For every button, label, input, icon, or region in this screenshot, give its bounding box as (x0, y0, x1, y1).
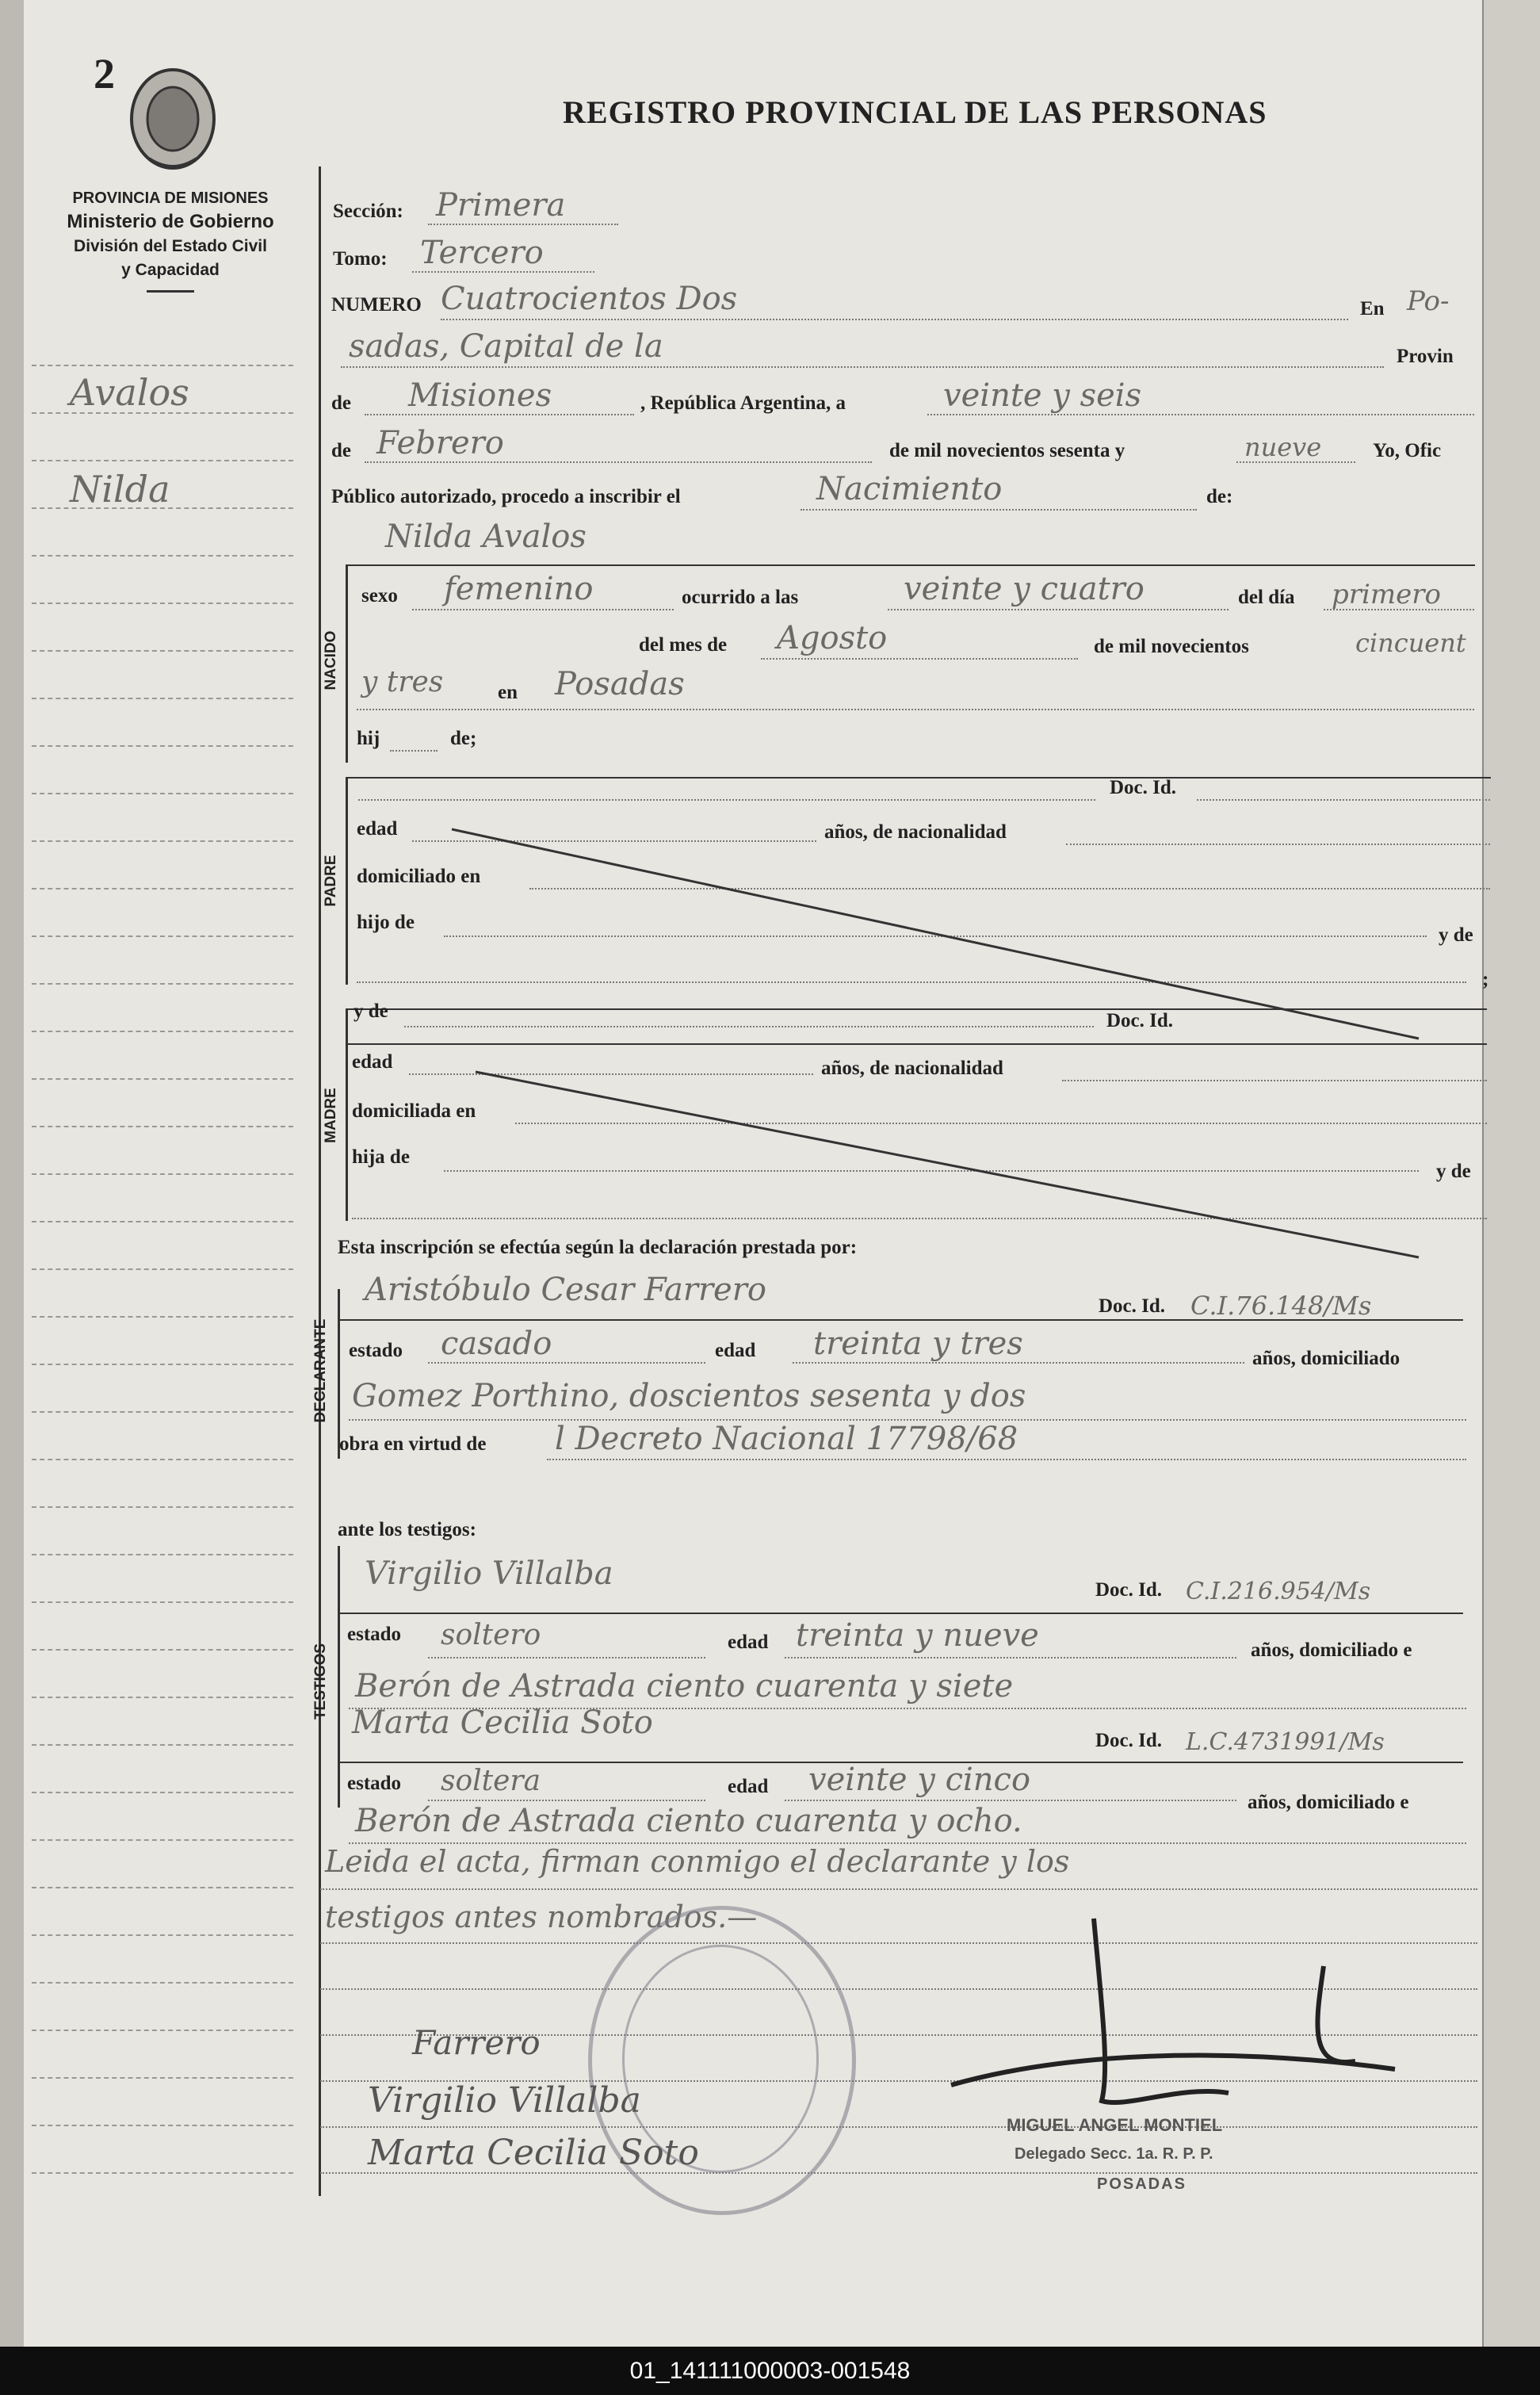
official-title: Delegado Secc. 1a. R. P. P. (1015, 2145, 1213, 2163)
dotted-line (428, 1800, 705, 1801)
padre-section-label: PADRE (323, 855, 339, 907)
declarante-estado: casado (441, 1326, 552, 1362)
de-label: de; (450, 728, 477, 749)
declarante-domicilio-label: años, domiciliado (1252, 1348, 1401, 1369)
declarante-obra-label: obra en virtud de (339, 1433, 487, 1455)
madre-nac-label: años, de nacionalidad (821, 1058, 1003, 1079)
tomo-value: Tercero (420, 235, 544, 271)
seccion-label: Sección: (333, 201, 403, 222)
madre-edad-label: edad (352, 1051, 393, 1073)
de-label: de (331, 440, 351, 461)
official-name: MIGUEL ANGEL MONTIEL (1007, 2115, 1223, 2135)
madre-doc-label: Doc. Id. (1106, 1010, 1174, 1031)
mes-value: Agosto (777, 620, 888, 656)
testigo2-edad: veinte y cinco (808, 1762, 1031, 1798)
testigo1-doc-label: Doc. Id. (1095, 1579, 1163, 1601)
testigo1-domicilio: Berón de Astrada ciento cuarenta y siete (355, 1668, 1014, 1704)
dotted-line (785, 1657, 1236, 1659)
margin-given-name: Nilda (70, 468, 170, 511)
province-value: Misiones (408, 377, 552, 414)
signature-testigo-1: Virgilio Villalba (368, 2080, 641, 2121)
declarante-doc-label: Doc. Id. (1099, 1295, 1166, 1317)
madre-yde-label: y de (353, 1000, 388, 1022)
seccion-value: Primera (436, 187, 566, 224)
republic-label: , República Argentina, a (640, 392, 846, 414)
authority-line: División del Estado Civil (74, 237, 267, 255)
en-value: Po- (1407, 285, 1450, 317)
lugar-value: Posadas (555, 666, 685, 702)
declarante-domicilio: Gomez Porthino, doscientos sesenta y dos (352, 1378, 1026, 1414)
hora-value: veinte y cuatro (904, 571, 1144, 607)
declarante-doc: C.I.76.148/Ms (1190, 1291, 1372, 1321)
dia-label: del día (1238, 587, 1295, 608)
padre-yde-label: y de (1439, 924, 1473, 946)
numero-value: Cuatrocientos Dos (441, 281, 738, 317)
madre-section-label: MADRE (323, 1088, 339, 1143)
en-label: en (498, 682, 518, 703)
numero-label: NUMERO (331, 294, 422, 316)
declarante-edad-label: edad (715, 1340, 756, 1361)
padre-hijo-label: hijo de (357, 912, 415, 933)
declarante-estado-label: estado (349, 1340, 403, 1361)
yo-label: Yo, Ofic (1373, 440, 1442, 461)
year-label: de mil novecientos sesenta y (889, 440, 1125, 461)
declarante-name: Aristóbulo Cesar Farrero (365, 1272, 766, 1308)
declarante-intro: Esta inscripción se efectúa según la declaración prestada por: (338, 1237, 858, 1258)
year-value: nueve (1244, 432, 1322, 462)
padre-semicolon: ; (1482, 969, 1489, 990)
dotted-line (428, 1657, 705, 1659)
authority-line: y Capacidad (121, 261, 220, 279)
testigo2-doc-label: Doc. Id. (1095, 1730, 1163, 1751)
testigo2-domicilio-label: años, domiciliado e (1248, 1792, 1409, 1813)
dotted-line (547, 1459, 1466, 1460)
document-title: REGISTRO PROVINCIAL DE LAS PERSONAS (563, 94, 1267, 130)
padre-domicilio-label: domiciliado en (357, 866, 481, 887)
testigo1-estado: soltero (441, 1619, 541, 1651)
de-label: de (331, 392, 351, 414)
margin-surname: Avalos (70, 371, 189, 414)
declarante-section-label: DECLARANTE (312, 1318, 329, 1423)
dotted-line (793, 1362, 1244, 1364)
dia-value: primero (1332, 579, 1441, 610)
en-label: En (1360, 298, 1385, 319)
nacido-section-label: NACIDO (323, 630, 339, 691)
page-number: 2 (94, 50, 115, 98)
reference-footer: 01_141111000003-001548 (0, 2347, 1540, 2395)
signature-declarante: Farrero (412, 2023, 541, 2062)
closing-line-2: testigos antes nombrados.— (325, 1900, 758, 1934)
sexo-value: femenino (444, 571, 594, 607)
dotted-line (785, 1800, 1236, 1801)
testigo2-doc: L.C.4731991/Ms (1186, 1728, 1385, 1756)
declarante-edad: treinta y tres (813, 1326, 1023, 1362)
closing-line-1: Leida el acta, firman conmigo el declarante y los (325, 1844, 1070, 1879)
padre-nac-label: años, de nacionalidad (824, 821, 1007, 843)
official-signature (943, 1911, 1419, 2141)
anio-cont-value: y tres (361, 666, 444, 698)
place-line: sadas, Capital de la (349, 328, 663, 365)
de-colon-label: de: (1206, 486, 1233, 507)
madre-domicilio-label: domiciliada en (352, 1100, 476, 1122)
act-value: Nacimiento (816, 471, 1003, 507)
provin-label: Provin (1397, 346, 1454, 367)
declarante-obra: l Decreto Nacional 17798/68 (555, 1421, 1018, 1457)
mes-label: del mes de (639, 634, 728, 656)
anio-label: de mil novecientos (1094, 636, 1249, 657)
section-rule (338, 1613, 1463, 1614)
testigo1-edad: treinta y nueve (796, 1617, 1039, 1654)
authority-line: Ministerio de Gobierno (67, 211, 274, 232)
testigos-intro: ante los testigos: (338, 1519, 476, 1540)
signature-testigo-2: Marta Cecilia Soto (368, 2133, 699, 2173)
testigo1-doc: C.I.216.954/Ms (1186, 1578, 1371, 1605)
month-value: Febrero (376, 425, 504, 461)
official-place: POSADAS (1097, 2175, 1187, 2193)
hij-label: hij (357, 728, 380, 749)
day-value: veinte y seis (943, 377, 1142, 414)
testigos-section-label: TESTIGOS (312, 1643, 329, 1720)
testigo1-estado-label: estado (347, 1624, 402, 1645)
testigo2-domicilio: Berón de Astrada ciento cuarenta y ocho. (355, 1803, 1022, 1839)
madre-yde2-label: y de (1436, 1161, 1471, 1182)
testigo1-name: Virgilio Villalba (365, 1555, 613, 1592)
padre-doc-label: Doc. Id. (1110, 777, 1177, 798)
testigo2-name: Marta Cecilia Soto (352, 1704, 653, 1741)
publico-label: Público autorizado, procedo a inscribir el (331, 486, 681, 507)
testigo2-estado: soltera (441, 1765, 541, 1797)
padre-edad-label: edad (357, 818, 398, 840)
anio-value: cincuent (1355, 628, 1466, 658)
sexo-label: sexo (361, 585, 398, 606)
testigo2-edad-label: edad (728, 1776, 769, 1797)
testigo2-estado-label: estado (347, 1773, 402, 1794)
nacido-name: Nilda Avalos (385, 518, 587, 555)
dotted-line (428, 1362, 705, 1364)
authority-line: PROVINCIA DE MISIONES (72, 189, 269, 207)
tomo-label: Tomo: (333, 248, 388, 270)
dotted-line (320, 1888, 1477, 1890)
hora-label: ocurrido a las (682, 587, 799, 608)
testigo1-domicilio-label: años, domiciliado e (1251, 1639, 1412, 1661)
testigo1-edad-label: edad (728, 1632, 769, 1653)
madre-hija-label: hija de (352, 1146, 410, 1168)
